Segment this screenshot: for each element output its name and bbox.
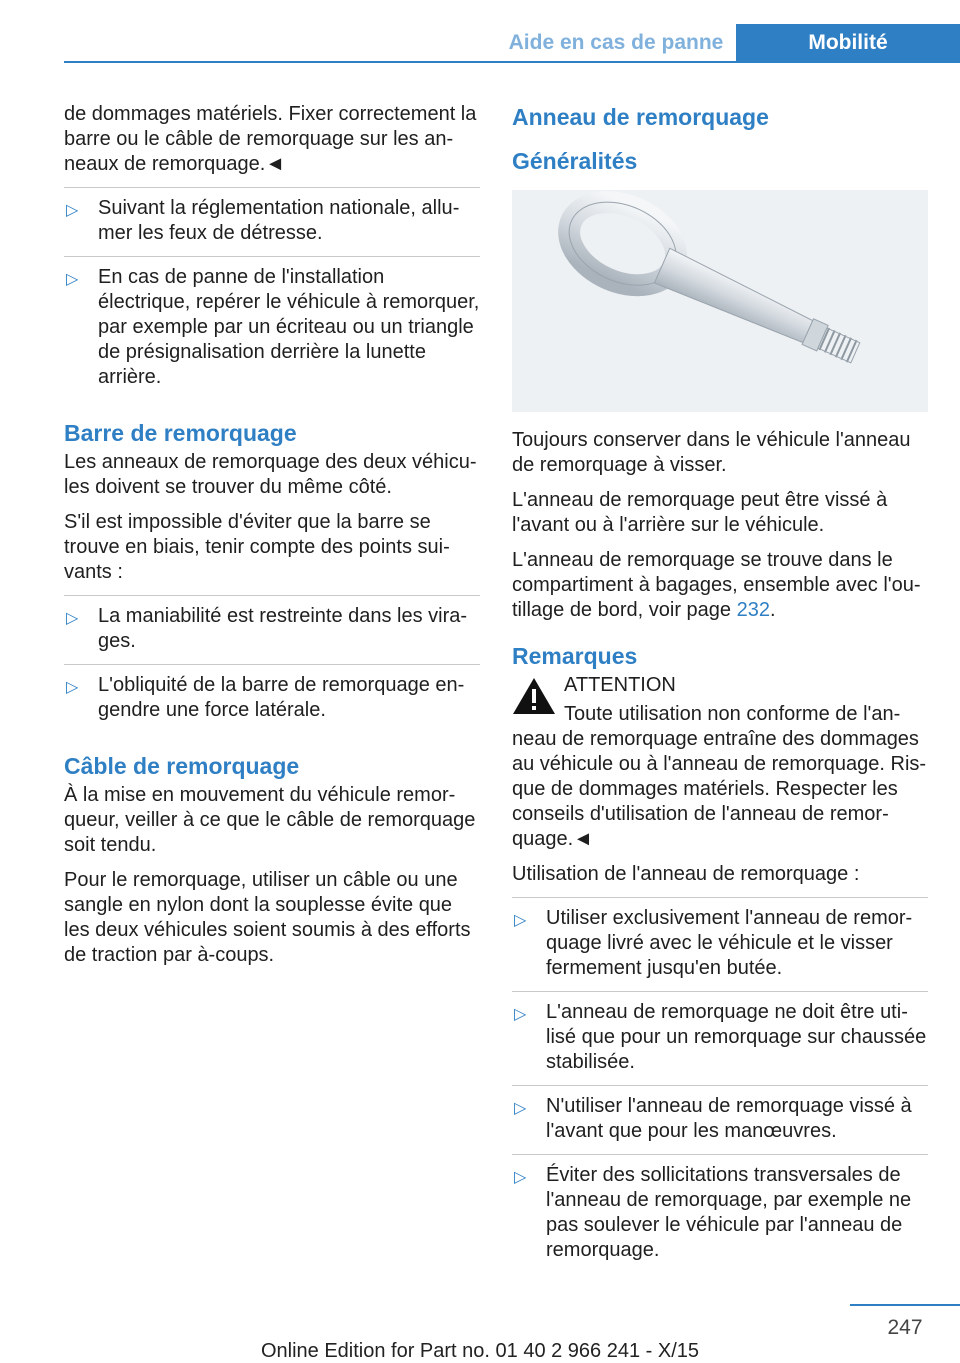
triangle-right-icon: ▷ bbox=[514, 1169, 527, 1186]
hazard-list bbox=[64, 187, 480, 400]
cable-paragraph-1: À la mise en mouvement du véhicule remorqueur, veiller à ce que le câble de remorquage soit tendu. bbox=[64, 784, 476, 856]
list-item-text: N'utiliser l'anneau de remorquage vissé à l'avant que pour les manœuvres. bbox=[546, 1095, 912, 1142]
list-item bbox=[64, 187, 480, 256]
usage-intro: Utilisation de l'anneau de remorquage : bbox=[512, 863, 860, 885]
warning-text-body: Toute utilisation non conforme de l'anneau de remorquage entraîne des dommages au véhicule ou à l'anneau de remorquage. Risque de dommages matériels. Respecter les conseils d'utilisation de l'anneau de remorquage.◄ bbox=[512, 703, 927, 850]
remarks-heading: Remarques bbox=[512, 643, 638, 669]
triangle-right-icon: ▷ bbox=[514, 1100, 527, 1117]
edition-footer: Online Edition for Part no. 01 40 2 966 241 - X/15 bbox=[260, 1340, 700, 1362]
triangle-right-icon: ▷ bbox=[514, 912, 527, 929]
usage-list bbox=[512, 897, 928, 1273]
list-item bbox=[64, 256, 480, 400]
header-rule bbox=[64, 61, 960, 63]
general-paragraph-3 bbox=[512, 548, 928, 623]
list-item-text: La maniabilité est restreinte dans les virages. bbox=[98, 605, 468, 652]
triangle-right-icon: ▷ bbox=[66, 202, 79, 219]
cable-heading: Câble de remorquage bbox=[64, 753, 300, 779]
barre-paragraph-2: S'il est impossible d'éviter que la barre se trouve en biais, tenir compte des points suivants : bbox=[64, 511, 450, 583]
list-item-text: En cas de panne de l'installation électrique, repérer le véhicule à remorquer, par exemple par un écriteau ou un triangle de présignalisation derrière la lunette arrière. bbox=[98, 266, 480, 388]
list-item bbox=[512, 1154, 928, 1273]
list-item-text: L'anneau de remorquage ne doit être utilisé que pour un remorquage sur chaussée stabilisée. bbox=[546, 1001, 927, 1073]
list-item-text: Suivant la réglementation nationale, allumer les feux de détresse. bbox=[98, 197, 460, 244]
right-column bbox=[512, 102, 928, 1283]
general-paragraph-2: L'anneau de remorquage peut être vissé à l'avant ou à l'arrière sur le véhicule. bbox=[512, 489, 888, 536]
paragraph-text: . bbox=[769, 599, 776, 621]
list-item-text: Utiliser exclusivement l'anneau de remorquage livré avec le véhicule et le visser fermement jusqu'en butée. bbox=[546, 907, 913, 979]
barre-paragraph-1: Les anneaux de remorquage des deux véhicules doivent se trouver du même côté. bbox=[64, 451, 477, 498]
list-item bbox=[64, 595, 480, 664]
warning-text bbox=[512, 702, 928, 852]
header-chapter-tab: Mobilité bbox=[736, 24, 960, 62]
list-item bbox=[64, 664, 480, 733]
page-number: 247 bbox=[887, 1316, 923, 1339]
footer-rule bbox=[850, 1304, 960, 1306]
header-section-label: Aide en cas de panne bbox=[508, 31, 724, 54]
towing-eye-title: Anneau de remorquage bbox=[512, 104, 769, 130]
barre-heading: Barre de remorquage bbox=[64, 420, 297, 446]
triangle-right-icon: ▷ bbox=[514, 1006, 527, 1023]
warning-block bbox=[512, 673, 928, 852]
triangle-right-icon: ▷ bbox=[66, 271, 79, 288]
warning-triangle-icon bbox=[512, 677, 556, 715]
cable-paragraph-2: Pour le remorquage, utiliser un câble ou une sangle en nylon dont la souplesse évite que les deux véhicules soient soumis à des efforts de traction par à-coups. bbox=[64, 869, 471, 966]
triangle-right-icon: ▷ bbox=[66, 610, 79, 627]
list-item bbox=[512, 1085, 928, 1154]
list-item bbox=[512, 897, 928, 991]
left-column bbox=[64, 102, 480, 978]
towing-eye-illustration bbox=[512, 190, 928, 412]
list-item-text: Éviter des sollicitations transversales de l'anneau de remorquage, par exemple ne pas soulever le véhicule par l'anneau de remorquage. bbox=[546, 1164, 912, 1261]
list-item bbox=[512, 991, 928, 1085]
list-item-text: L'obliquité de la barre de remorquage engendre une force latérale. bbox=[98, 674, 465, 721]
general-paragraph-1: Toujours conserver dans le véhicule l'anneau de remorquage à visser. bbox=[512, 429, 911, 476]
barre-list bbox=[64, 595, 480, 733]
general-heading: Généralités bbox=[512, 148, 638, 174]
page-link[interactable]: 232 bbox=[736, 599, 770, 621]
paragraph-text: L'anneau de remorquage se trouve dans le compartiment à bagages, ensemble avec l'outillage de bord, voir page bbox=[512, 549, 921, 621]
triangle-right-icon: ▷ bbox=[66, 679, 79, 696]
intro-paragraph: de dommages matériels. Fixer correctement la barre ou le câble de remorquage sur les anneaux de remorquage.◄ bbox=[64, 103, 477, 175]
warning-title: ATTENTION bbox=[564, 674, 676, 696]
